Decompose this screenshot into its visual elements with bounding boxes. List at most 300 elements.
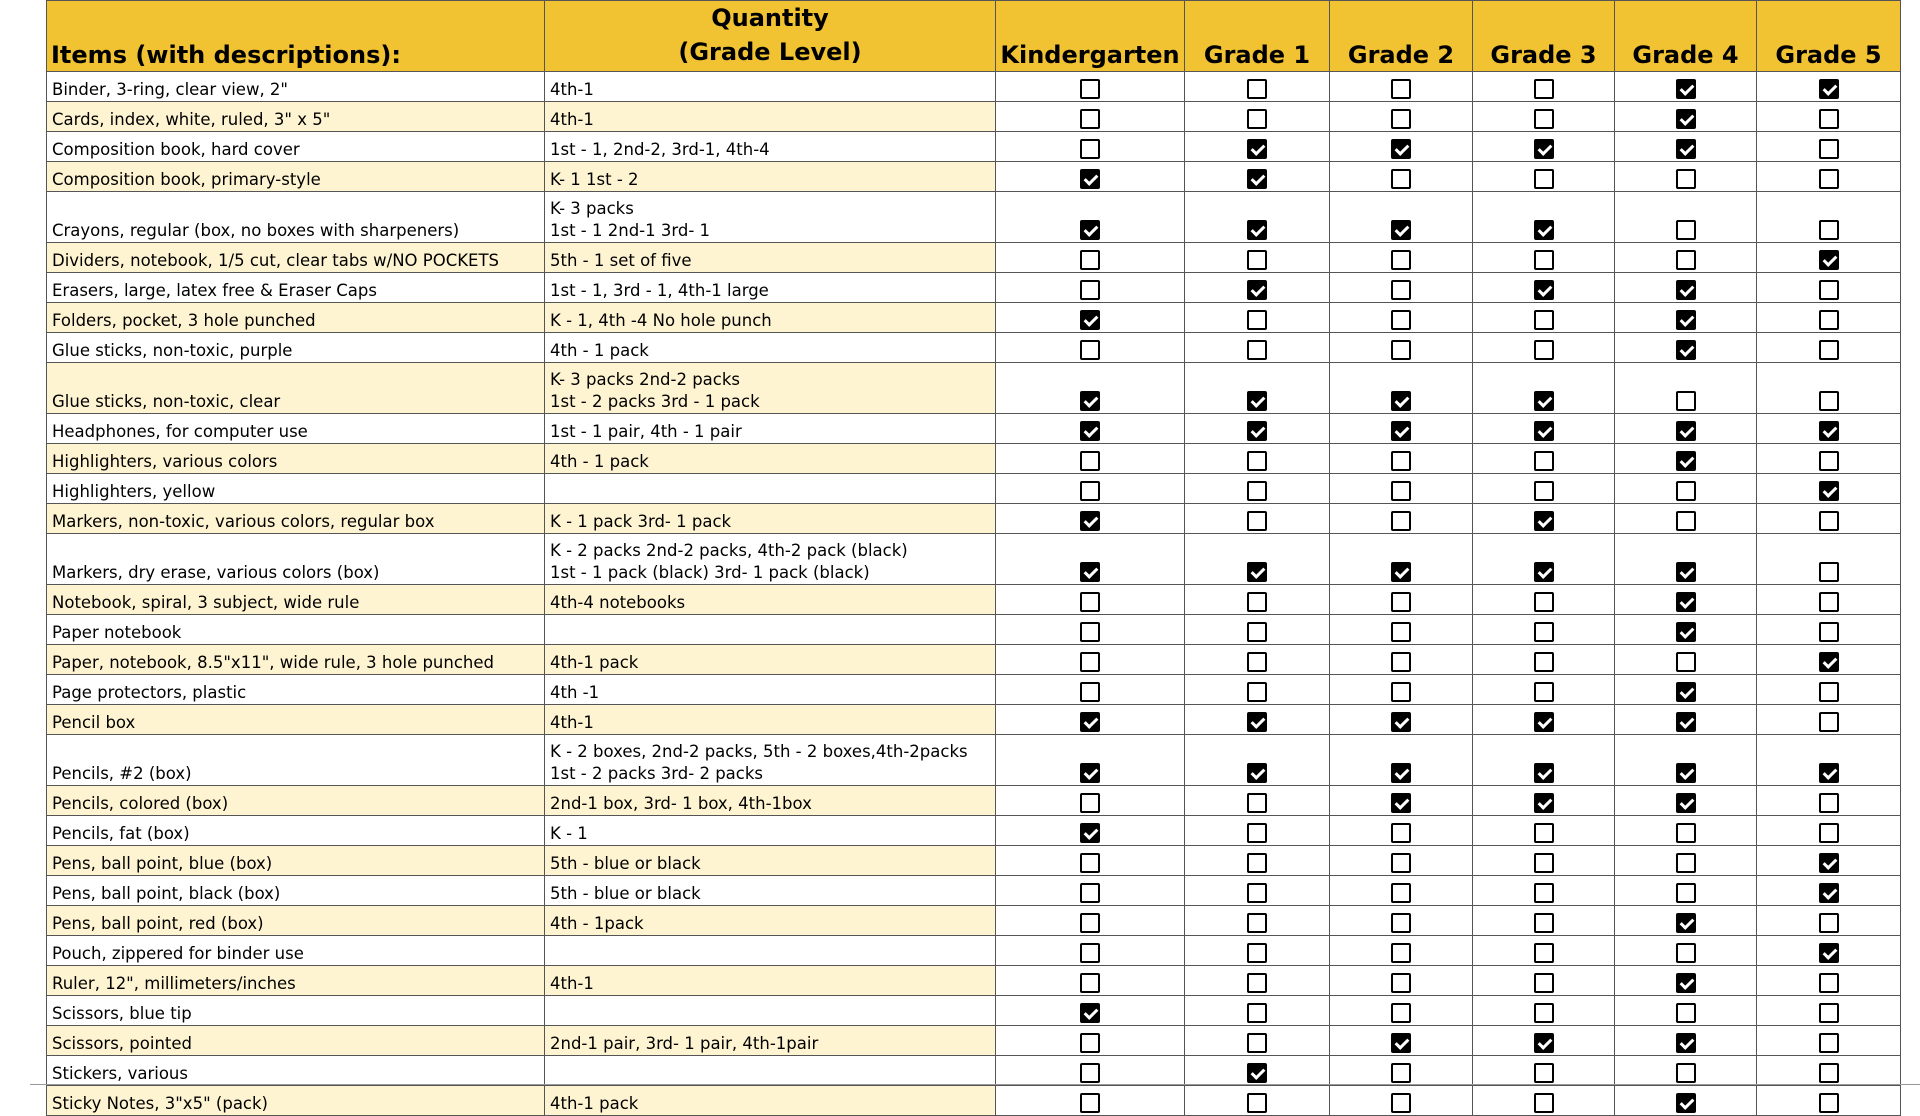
- supply-list-table: [46, 0, 1901, 1116]
- quantity-line: 4th-1: [550, 713, 594, 732]
- quantity-line: 4th - 1 pack: [550, 452, 649, 471]
- unchecked-checkbox[interactable]: [1819, 220, 1839, 240]
- checked-checkbox[interactable]: [1534, 1033, 1554, 1053]
- checkbox-cell-grade-4: [1615, 876, 1757, 906]
- unchecked-checkbox[interactable]: [1080, 622, 1100, 642]
- checked-checkbox[interactable]: [1534, 280, 1554, 300]
- checkbox-cell-kindergarten: [996, 534, 1185, 585]
- unchecked-checkbox[interactable]: [1080, 853, 1100, 873]
- checked-checkbox[interactable]: [1819, 853, 1839, 873]
- checkbox-cell-grade-5: [1757, 132, 1901, 162]
- unchecked-checkbox[interactable]: [1391, 652, 1411, 672]
- item-description: Folders, pocket, 3 hole punched: [47, 303, 545, 333]
- unchecked-checkbox[interactable]: [1247, 481, 1267, 501]
- checkbox-cell-kindergarten: [996, 162, 1185, 192]
- quantity-line: 4th-1: [550, 110, 594, 129]
- unchecked-checkbox[interactable]: [1080, 451, 1100, 471]
- unchecked-checkbox[interactable]: [1534, 853, 1554, 873]
- unchecked-checkbox[interactable]: [1247, 883, 1267, 903]
- unchecked-checkbox[interactable]: [1247, 652, 1267, 672]
- checked-checkbox[interactable]: [1534, 712, 1554, 732]
- unchecked-checkbox[interactable]: [1676, 853, 1696, 873]
- checkbox-cell-grade-5: [1757, 735, 1901, 786]
- unchecked-checkbox[interactable]: [1080, 340, 1100, 360]
- table-row: [47, 192, 1901, 243]
- checked-checkbox[interactable]: [1534, 511, 1554, 531]
- header-row: [47, 1, 1901, 72]
- unchecked-checkbox[interactable]: [1391, 481, 1411, 501]
- unchecked-checkbox[interactable]: [1676, 220, 1696, 240]
- checked-checkbox[interactable]: [1819, 652, 1839, 672]
- table-row: [47, 735, 1901, 786]
- unchecked-checkbox[interactable]: [1080, 280, 1100, 300]
- unchecked-checkbox[interactable]: [1391, 250, 1411, 270]
- unchecked-checkbox[interactable]: [1534, 1003, 1554, 1023]
- unchecked-checkbox[interactable]: [1819, 823, 1839, 843]
- checked-checkbox[interactable]: [1676, 109, 1696, 129]
- unchecked-checkbox[interactable]: [1080, 139, 1100, 159]
- unchecked-checkbox[interactable]: [1391, 109, 1411, 129]
- unchecked-checkbox[interactable]: [1534, 913, 1554, 933]
- checked-checkbox[interactable]: [1676, 682, 1696, 702]
- unchecked-checkbox[interactable]: [1534, 1063, 1554, 1083]
- unchecked-checkbox[interactable]: [1819, 451, 1839, 471]
- checked-checkbox[interactable]: [1676, 79, 1696, 99]
- checked-checkbox[interactable]: [1676, 310, 1696, 330]
- checked-checkbox[interactable]: [1676, 712, 1696, 732]
- unchecked-checkbox[interactable]: [1391, 592, 1411, 612]
- quantity-cell: [545, 705, 996, 735]
- unchecked-checkbox[interactable]: [1080, 913, 1100, 933]
- checkbox-cell-grade-3: [1473, 735, 1615, 786]
- unchecked-checkbox[interactable]: [1080, 1093, 1100, 1113]
- unchecked-checkbox[interactable]: [1391, 622, 1411, 642]
- unchecked-checkbox[interactable]: [1534, 652, 1554, 672]
- unchecked-checkbox[interactable]: [1247, 109, 1267, 129]
- unchecked-checkbox[interactable]: [1080, 943, 1100, 963]
- unchecked-checkbox[interactable]: [1534, 340, 1554, 360]
- checked-checkbox[interactable]: [1247, 712, 1267, 732]
- unchecked-checkbox[interactable]: [1247, 451, 1267, 471]
- checkbox-cell-kindergarten: [996, 504, 1185, 534]
- unchecked-checkbox[interactable]: [1247, 622, 1267, 642]
- checked-checkbox[interactable]: [1247, 280, 1267, 300]
- table-row: [47, 504, 1901, 534]
- unchecked-checkbox[interactable]: [1080, 682, 1100, 702]
- checked-checkbox[interactable]: [1391, 139, 1411, 159]
- checkbox-cell-kindergarten: [996, 876, 1185, 906]
- checked-checkbox[interactable]: [1676, 280, 1696, 300]
- unchecked-checkbox[interactable]: [1247, 973, 1267, 993]
- bottom-rule: [30, 1084, 1920, 1085]
- item-description: Glue sticks, non-toxic, clear: [47, 363, 545, 414]
- quantity-cell: [545, 273, 996, 303]
- checkbox-cell-grade-2: [1330, 414, 1473, 444]
- table-row: [47, 474, 1901, 504]
- unchecked-checkbox[interactable]: [1819, 562, 1839, 582]
- unchecked-checkbox[interactable]: [1676, 883, 1696, 903]
- checked-checkbox[interactable]: [1819, 481, 1839, 501]
- checkbox-cell-kindergarten: [996, 273, 1185, 303]
- checkbox-cell-grade-5: [1757, 273, 1901, 303]
- header-grade-5: Grade 5: [1757, 1, 1901, 72]
- checked-checkbox[interactable]: [1247, 763, 1267, 783]
- unchecked-checkbox[interactable]: [1819, 682, 1839, 702]
- unchecked-checkbox[interactable]: [1391, 1093, 1411, 1113]
- table-row: [47, 786, 1901, 816]
- checked-checkbox[interactable]: [1391, 562, 1411, 582]
- checked-checkbox[interactable]: [1676, 793, 1696, 813]
- item-description: Crayons, regular (box, no boxes with sharpeners): [47, 192, 545, 243]
- checkbox-cell-grade-1: [1185, 192, 1330, 243]
- checked-checkbox[interactable]: [1676, 421, 1696, 441]
- checked-checkbox[interactable]: [1247, 391, 1267, 411]
- checked-checkbox[interactable]: [1676, 562, 1696, 582]
- quantity-cell: [545, 846, 996, 876]
- unchecked-checkbox[interactable]: [1247, 511, 1267, 531]
- unchecked-checkbox[interactable]: [1080, 1063, 1100, 1083]
- checkbox-cell-grade-1: [1185, 615, 1330, 645]
- checkbox-cell-grade-4: [1615, 966, 1757, 996]
- item-description: Notebook, spiral, 3 subject, wide rule: [47, 585, 545, 615]
- unchecked-checkbox[interactable]: [1391, 853, 1411, 873]
- checkbox-cell-grade-1: [1185, 816, 1330, 846]
- unchecked-checkbox[interactable]: [1676, 1063, 1696, 1083]
- table-row: [47, 534, 1901, 585]
- unchecked-checkbox[interactable]: [1819, 712, 1839, 732]
- unchecked-checkbox[interactable]: [1534, 823, 1554, 843]
- unchecked-checkbox[interactable]: [1819, 169, 1839, 189]
- checked-checkbox[interactable]: [1080, 169, 1100, 189]
- checked-checkbox[interactable]: [1819, 250, 1839, 270]
- header-items: Items (with descriptions):: [47, 1, 545, 72]
- checkbox-cell-grade-2: [1330, 816, 1473, 846]
- unchecked-checkbox[interactable]: [1676, 250, 1696, 270]
- checked-checkbox[interactable]: [1080, 763, 1100, 783]
- quantity-line: 5th - blue or black: [550, 884, 701, 903]
- item-description: Stickers, various: [47, 1056, 545, 1086]
- checkbox-cell-grade-3: [1473, 474, 1615, 504]
- unchecked-checkbox[interactable]: [1080, 592, 1100, 612]
- unchecked-checkbox[interactable]: [1080, 79, 1100, 99]
- checked-checkbox[interactable]: [1391, 220, 1411, 240]
- checked-checkbox[interactable]: [1676, 622, 1696, 642]
- checked-checkbox[interactable]: [1391, 391, 1411, 411]
- unchecked-checkbox[interactable]: [1819, 1003, 1839, 1023]
- unchecked-checkbox[interactable]: [1676, 1003, 1696, 1023]
- checked-checkbox[interactable]: [1080, 391, 1100, 411]
- unchecked-checkbox[interactable]: [1534, 883, 1554, 903]
- unchecked-checkbox[interactable]: [1391, 883, 1411, 903]
- unchecked-checkbox[interactable]: [1819, 310, 1839, 330]
- checkbox-cell-grade-2: [1330, 615, 1473, 645]
- checkbox-cell-grade-1: [1185, 846, 1330, 876]
- checkbox-cell-grade-4: [1615, 936, 1757, 966]
- unchecked-checkbox[interactable]: [1247, 250, 1267, 270]
- checked-checkbox[interactable]: [1247, 139, 1267, 159]
- unchecked-checkbox[interactable]: [1247, 1003, 1267, 1023]
- unchecked-checkbox[interactable]: [1819, 622, 1839, 642]
- unchecked-checkbox[interactable]: [1080, 652, 1100, 672]
- unchecked-checkbox[interactable]: [1819, 973, 1839, 993]
- unchecked-checkbox[interactable]: [1080, 481, 1100, 501]
- unchecked-checkbox[interactable]: [1819, 340, 1839, 360]
- quantity-cell: [545, 162, 996, 192]
- unchecked-checkbox[interactable]: [1391, 451, 1411, 471]
- checked-checkbox[interactable]: [1080, 823, 1100, 843]
- checked-checkbox[interactable]: [1819, 421, 1839, 441]
- checked-checkbox[interactable]: [1247, 562, 1267, 582]
- unchecked-checkbox[interactable]: [1391, 943, 1411, 963]
- checked-checkbox[interactable]: [1676, 973, 1696, 993]
- checked-checkbox[interactable]: [1247, 169, 1267, 189]
- quantity-line: 4th-1 pack: [550, 1094, 639, 1113]
- unchecked-checkbox[interactable]: [1534, 943, 1554, 963]
- unchecked-checkbox[interactable]: [1676, 652, 1696, 672]
- unchecked-checkbox[interactable]: [1819, 1093, 1839, 1113]
- checkbox-cell-grade-3: [1473, 585, 1615, 615]
- checkbox-cell-grade-2: [1330, 996, 1473, 1026]
- quantity-cell: [545, 936, 996, 966]
- header-grade-1: Grade 1: [1185, 1, 1330, 72]
- checked-checkbox[interactable]: [1534, 139, 1554, 159]
- checkbox-cell-grade-4: [1615, 705, 1757, 735]
- unchecked-checkbox[interactable]: [1080, 109, 1100, 129]
- checked-checkbox[interactable]: [1080, 562, 1100, 582]
- unchecked-checkbox[interactable]: [1534, 310, 1554, 330]
- checkbox-cell-grade-1: [1185, 1026, 1330, 1056]
- unchecked-checkbox[interactable]: [1676, 943, 1696, 963]
- checkbox-cell-grade-5: [1757, 846, 1901, 876]
- quantity-line: 1st - 2 packs 3rd- 2 packs: [550, 764, 764, 783]
- unchecked-checkbox[interactable]: [1247, 1093, 1267, 1113]
- checked-checkbox[interactable]: [1676, 139, 1696, 159]
- unchecked-checkbox[interactable]: [1819, 793, 1839, 813]
- checked-checkbox[interactable]: [1080, 712, 1100, 732]
- unchecked-checkbox[interactable]: [1676, 481, 1696, 501]
- unchecked-checkbox[interactable]: [1391, 340, 1411, 360]
- checked-checkbox[interactable]: [1391, 793, 1411, 813]
- unchecked-checkbox[interactable]: [1819, 1033, 1839, 1053]
- unchecked-checkbox[interactable]: [1819, 280, 1839, 300]
- quantity-line: 4th-1: [550, 80, 594, 99]
- quantity-cell: [545, 414, 996, 444]
- checked-checkbox[interactable]: [1391, 421, 1411, 441]
- unchecked-checkbox[interactable]: [1534, 79, 1554, 99]
- checkbox-cell-grade-2: [1330, 675, 1473, 705]
- table-row: [47, 675, 1901, 705]
- checkbox-cell-grade-4: [1615, 504, 1757, 534]
- checked-checkbox[interactable]: [1676, 451, 1696, 471]
- checked-checkbox[interactable]: [1534, 220, 1554, 240]
- checkbox-cell-grade-4: [1615, 816, 1757, 846]
- item-description: Binder, 3-ring, clear view, 2": [47, 72, 545, 102]
- header-quantity-line2: (Grade Level): [678, 38, 862, 66]
- quantity-line: 1st - 1, 3rd - 1, 4th-1 large: [550, 281, 769, 300]
- table-row: [47, 1026, 1901, 1056]
- checkbox-cell-grade-2: [1330, 363, 1473, 414]
- unchecked-checkbox[interactable]: [1676, 169, 1696, 189]
- unchecked-checkbox[interactable]: [1247, 310, 1267, 330]
- unchecked-checkbox[interactable]: [1080, 1033, 1100, 1053]
- unchecked-checkbox[interactable]: [1247, 943, 1267, 963]
- checkbox-cell-grade-5: [1757, 996, 1901, 1026]
- unchecked-checkbox[interactable]: [1819, 109, 1839, 129]
- checkbox-cell-grade-4: [1615, 303, 1757, 333]
- table-row: [47, 936, 1901, 966]
- checked-checkbox[interactable]: [1676, 1093, 1696, 1113]
- unchecked-checkbox[interactable]: [1247, 592, 1267, 612]
- unchecked-checkbox[interactable]: [1080, 250, 1100, 270]
- unchecked-checkbox[interactable]: [1819, 913, 1839, 933]
- checkbox-cell-grade-2: [1330, 1086, 1473, 1116]
- item-description: Erasers, large, latex free & Eraser Caps: [47, 273, 545, 303]
- checkbox-cell-grade-5: [1757, 414, 1901, 444]
- unchecked-checkbox[interactable]: [1247, 793, 1267, 813]
- item-description: Glue sticks, non-toxic, purple: [47, 333, 545, 363]
- unchecked-checkbox[interactable]: [1247, 853, 1267, 873]
- item-description: Markers, dry erase, various colors (box): [47, 534, 545, 585]
- checked-checkbox[interactable]: [1819, 943, 1839, 963]
- unchecked-checkbox[interactable]: [1391, 682, 1411, 702]
- checkbox-cell-grade-2: [1330, 162, 1473, 192]
- checked-checkbox[interactable]: [1819, 79, 1839, 99]
- checked-checkbox[interactable]: [1676, 1033, 1696, 1053]
- unchecked-checkbox[interactable]: [1819, 1063, 1839, 1083]
- unchecked-checkbox[interactable]: [1819, 391, 1839, 411]
- checked-checkbox[interactable]: [1676, 763, 1696, 783]
- unchecked-checkbox[interactable]: [1676, 823, 1696, 843]
- unchecked-checkbox[interactable]: [1819, 511, 1839, 531]
- checkbox-cell-grade-5: [1757, 966, 1901, 996]
- unchecked-checkbox[interactable]: [1391, 79, 1411, 99]
- unchecked-checkbox[interactable]: [1391, 913, 1411, 933]
- unchecked-checkbox[interactable]: [1247, 340, 1267, 360]
- unchecked-checkbox[interactable]: [1534, 451, 1554, 471]
- unchecked-checkbox[interactable]: [1247, 682, 1267, 702]
- unchecked-checkbox[interactable]: [1534, 250, 1554, 270]
- unchecked-checkbox[interactable]: [1080, 973, 1100, 993]
- checkbox-cell-grade-3: [1473, 816, 1615, 846]
- checked-checkbox[interactable]: [1391, 712, 1411, 732]
- checked-checkbox[interactable]: [1819, 883, 1839, 903]
- checkbox-cell-grade-1: [1185, 1086, 1330, 1116]
- checkbox-cell-grade-4: [1615, 1026, 1757, 1056]
- checkbox-cell-grade-4: [1615, 735, 1757, 786]
- checked-checkbox[interactable]: [1080, 310, 1100, 330]
- checked-checkbox[interactable]: [1534, 421, 1554, 441]
- checkbox-cell-kindergarten: [996, 363, 1185, 414]
- checked-checkbox[interactable]: [1676, 592, 1696, 612]
- checked-checkbox[interactable]: [1080, 421, 1100, 441]
- checked-checkbox[interactable]: [1534, 562, 1554, 582]
- item-description: Pencils, fat (box): [47, 816, 545, 846]
- checkbox-cell-grade-2: [1330, 645, 1473, 675]
- unchecked-checkbox[interactable]: [1676, 391, 1696, 411]
- unchecked-checkbox[interactable]: [1391, 973, 1411, 993]
- checked-checkbox[interactable]: [1676, 340, 1696, 360]
- checkbox-cell-grade-3: [1473, 1056, 1615, 1086]
- checkbox-cell-grade-4: [1615, 1056, 1757, 1086]
- checked-checkbox[interactable]: [1534, 391, 1554, 411]
- checked-checkbox[interactable]: [1247, 220, 1267, 240]
- checkbox-cell-kindergarten: [996, 1086, 1185, 1116]
- unchecked-checkbox[interactable]: [1534, 622, 1554, 642]
- checked-checkbox[interactable]: [1247, 1063, 1267, 1083]
- unchecked-checkbox[interactable]: [1534, 481, 1554, 501]
- checkbox-cell-grade-2: [1330, 102, 1473, 132]
- checkbox-cell-grade-2: [1330, 132, 1473, 162]
- item-description: Pencil box: [47, 705, 545, 735]
- unchecked-checkbox[interactable]: [1676, 511, 1696, 531]
- unchecked-checkbox[interactable]: [1391, 823, 1411, 843]
- unchecked-checkbox[interactable]: [1247, 913, 1267, 933]
- unchecked-checkbox[interactable]: [1534, 682, 1554, 702]
- checkbox-cell-grade-3: [1473, 615, 1615, 645]
- quantity-line: 1st - 1 2nd-1 3rd- 1: [550, 221, 711, 240]
- quantity-cell: [545, 504, 996, 534]
- checked-checkbox[interactable]: [1676, 913, 1696, 933]
- unchecked-checkbox[interactable]: [1391, 310, 1411, 330]
- header-quantity: [545, 1, 996, 72]
- unchecked-checkbox[interactable]: [1534, 1093, 1554, 1113]
- checked-checkbox[interactable]: [1534, 763, 1554, 783]
- unchecked-checkbox[interactable]: [1534, 169, 1554, 189]
- unchecked-checkbox[interactable]: [1819, 139, 1839, 159]
- table-row: [47, 876, 1901, 906]
- unchecked-checkbox[interactable]: [1534, 109, 1554, 129]
- checked-checkbox[interactable]: [1080, 511, 1100, 531]
- checkbox-cell-grade-2: [1330, 705, 1473, 735]
- unchecked-checkbox[interactable]: [1391, 169, 1411, 189]
- checkbox-cell-grade-2: [1330, 1056, 1473, 1086]
- checked-checkbox[interactable]: [1080, 220, 1100, 240]
- unchecked-checkbox[interactable]: [1080, 793, 1100, 813]
- unchecked-checkbox[interactable]: [1391, 1063, 1411, 1083]
- checked-checkbox[interactable]: [1080, 1003, 1100, 1023]
- item-description: Pens, ball point, blue (box): [47, 846, 545, 876]
- checked-checkbox[interactable]: [1819, 763, 1839, 783]
- quantity-cell: [545, 816, 996, 846]
- table-row: [47, 846, 1901, 876]
- unchecked-checkbox[interactable]: [1391, 1003, 1411, 1023]
- unchecked-checkbox[interactable]: [1534, 592, 1554, 612]
- checkbox-cell-grade-1: [1185, 504, 1330, 534]
- checkbox-cell-grade-1: [1185, 162, 1330, 192]
- item-description: Pens, ball point, black (box): [47, 876, 545, 906]
- checkbox-cell-grade-4: [1615, 363, 1757, 414]
- checkbox-cell-grade-1: [1185, 705, 1330, 735]
- unchecked-checkbox[interactable]: [1391, 280, 1411, 300]
- checkbox-cell-grade-3: [1473, 504, 1615, 534]
- checked-checkbox[interactable]: [1247, 421, 1267, 441]
- checkbox-cell-grade-2: [1330, 303, 1473, 333]
- quantity-cell: [545, 132, 996, 162]
- unchecked-checkbox[interactable]: [1819, 592, 1839, 612]
- quantity-line: 1st - 1 pack (black) 3rd- 1 pack (black): [550, 563, 870, 582]
- unchecked-checkbox[interactable]: [1391, 511, 1411, 531]
- checkbox-cell-kindergarten: [996, 705, 1185, 735]
- checked-checkbox[interactable]: [1391, 763, 1411, 783]
- unchecked-checkbox[interactable]: [1247, 79, 1267, 99]
- checked-checkbox[interactable]: [1391, 1033, 1411, 1053]
- unchecked-checkbox[interactable]: [1247, 1033, 1267, 1053]
- unchecked-checkbox[interactable]: [1247, 823, 1267, 843]
- unchecked-checkbox[interactable]: [1080, 883, 1100, 903]
- checked-checkbox[interactable]: [1534, 793, 1554, 813]
- unchecked-checkbox[interactable]: [1534, 973, 1554, 993]
- checkbox-cell-kindergarten: [996, 906, 1185, 936]
